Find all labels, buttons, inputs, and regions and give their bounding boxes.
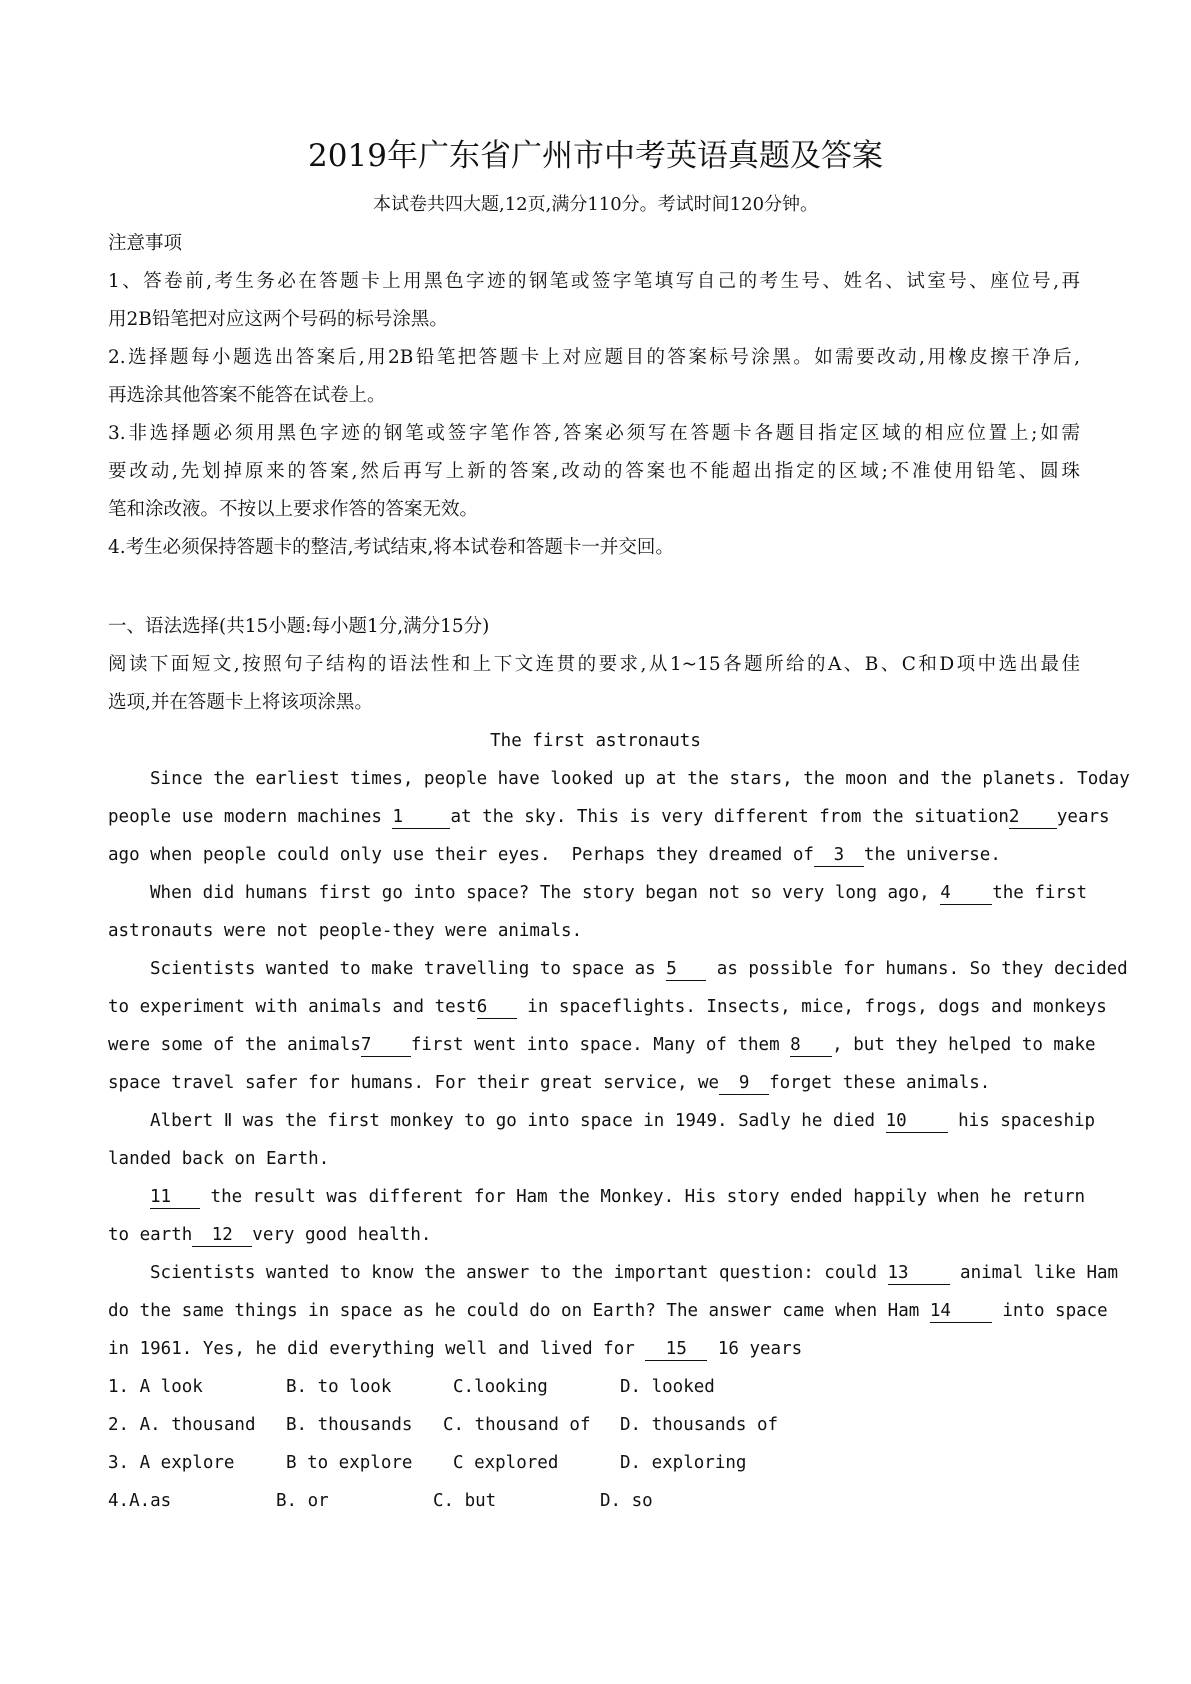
blank-6: 6 bbox=[477, 996, 517, 1019]
passage-text: ago when people could only use their eyes. Perhaps they dreamed of bbox=[108, 845, 814, 865]
notice-line: 笔和涂改液。不按以上要求作答的答案无效。 bbox=[108, 499, 479, 520]
notice-line: 4.考生必须保持答题卡的整洁,考试结束,将本试卷和答题卡一并交回。 bbox=[108, 537, 674, 558]
blank-1: 1 bbox=[392, 806, 450, 829]
passage-line: astronauts were not people-they were animals. bbox=[108, 921, 583, 941]
page-title: 2019年广东省广州市中考英语真题及答案 bbox=[308, 138, 883, 174]
passage-text: in spaceflights. Insects, mice, frogs, dogs and monkeys bbox=[516, 997, 1107, 1017]
notice-line: 用2B铅笔把对应这两个号码的标号涂黑。 bbox=[108, 309, 448, 330]
passage-line: landed back on Earth. bbox=[108, 1149, 330, 1169]
notice-line: 1、答卷前,考生务必在答题卡上用黑色字迹的钢笔或签字笔填写自己的考生号、姓名、试室号、座位号,再 bbox=[108, 271, 1080, 292]
passage-text: the result was different for Ham the Monkey. His story ended happily when he return bbox=[200, 1187, 1086, 1207]
passage-text: space travel safer for humans. For their great service, we bbox=[108, 1073, 720, 1093]
passage-text: Albert Ⅱ was the first monkey to go into space in 1949. Sadly he died bbox=[150, 1111, 886, 1131]
option-1d: D. looked bbox=[620, 1377, 715, 1397]
option-4d: D. so bbox=[600, 1491, 653, 1511]
passage-text: , but they helped to make bbox=[832, 1035, 1096, 1055]
section-instructions: 阅读下面短文,按照句子结构的语法性和上下文连贯的要求,从1~15各题所给的A、B、C和D项中选出最佳 bbox=[108, 654, 1080, 675]
passage-text: do the same things in space as he could do on Earth? The answer came when Ham bbox=[108, 1301, 930, 1321]
passage-text: years bbox=[1056, 807, 1110, 827]
notice-line: 再选涂其他答案不能答在试卷上。 bbox=[108, 385, 386, 406]
blank-5: 5 bbox=[666, 958, 706, 981]
passage-text: as possible for humans. So they decided bbox=[706, 959, 1128, 979]
notice-line: 要改动,先划掉原来的答案,然后再写上新的答案,改动的答案也不能超出指定的区域;不准使用铅笔、圆珠 bbox=[108, 461, 1080, 482]
blank-9: 9 bbox=[719, 1072, 769, 1095]
passage-text: at the sky. This is very different from the situation bbox=[450, 807, 1009, 827]
passage-line bbox=[108, 994, 1107, 1020]
passage-text: people use modern machines bbox=[108, 807, 393, 827]
blank-2: 2 bbox=[1009, 806, 1057, 829]
passage-text: into space bbox=[991, 1301, 1108, 1321]
notice-line: 3.非选择题必须用黑色字迹的钢笔或签字笔作答,答案必须写在答题卡各题目指定区域的相应位置上;如需 bbox=[108, 423, 1080, 444]
passage-line bbox=[108, 1032, 1096, 1058]
passage-line bbox=[150, 956, 1128, 982]
notice-line: 2.选择题每小题选出答案后,用2B铅笔把答题卡上对应题目的答案标号涂黑。如需要改动,用橡皮擦干净后, bbox=[108, 347, 1080, 368]
passage-text: very good health. bbox=[252, 1225, 432, 1245]
option-4b: B. or bbox=[276, 1491, 329, 1511]
option-3c: C explored bbox=[453, 1453, 559, 1473]
passage-text: forget these animals. bbox=[769, 1073, 991, 1093]
passage-line bbox=[150, 1108, 1096, 1134]
option-4a: 4.A.as bbox=[108, 1491, 172, 1511]
option-1a: 1. A look bbox=[108, 1377, 203, 1397]
passage-text: first went into space. Many of them bbox=[410, 1035, 791, 1055]
blank-12: 12 bbox=[192, 1224, 252, 1247]
passage-line: Since the earliest times, people have looked up at the stars, the moon and the planets. Today bbox=[150, 769, 1130, 789]
section-heading: 一、语法选择(共15小题:每小题1分,满分15分) bbox=[108, 616, 490, 637]
option-2c: C. thousand of bbox=[443, 1415, 591, 1435]
blank-15: 15 bbox=[645, 1338, 707, 1361]
blank-7: 7 bbox=[361, 1034, 411, 1057]
passage-line bbox=[108, 1298, 1108, 1324]
notice-heading: 注意事项 bbox=[108, 233, 183, 254]
passage-text: animal like Ham bbox=[949, 1263, 1119, 1283]
passage-line bbox=[150, 1260, 1119, 1286]
blank-11: 11 bbox=[150, 1186, 200, 1209]
section-instructions: 选项,并在答题卡上将该项涂黑。 bbox=[108, 692, 373, 713]
passage-text: in 1961. Yes, he did everything well and lived for bbox=[108, 1339, 646, 1359]
option-4c: C. but bbox=[433, 1491, 497, 1511]
passage-text: When did humans first go into space? The story began not so very long ago, bbox=[150, 883, 941, 903]
blank-14: 14 bbox=[930, 1300, 992, 1323]
blank-10: 10 bbox=[886, 1110, 948, 1133]
passage-text: 16 years bbox=[707, 1339, 803, 1359]
option-1c: C.looking bbox=[453, 1377, 548, 1397]
option-3d: D. exploring bbox=[620, 1453, 747, 1473]
blank-8: 8 bbox=[790, 1034, 832, 1057]
passage-text: the universe. bbox=[863, 845, 1001, 865]
passage-title: The first astronauts bbox=[490, 731, 701, 751]
option-2b: B. thousands bbox=[286, 1415, 413, 1435]
blank-3: 3 bbox=[814, 844, 864, 867]
passage-text: Scientists wanted to make travelling to space as bbox=[150, 959, 667, 979]
passage-line bbox=[108, 1222, 1080, 1248]
passage-line bbox=[108, 1070, 1080, 1096]
passage-line bbox=[108, 804, 1110, 830]
passage-line bbox=[108, 1336, 1080, 1362]
option-2d: D. thousands of bbox=[620, 1415, 779, 1435]
blank-13: 13 bbox=[888, 1262, 950, 1285]
passage-line bbox=[150, 880, 1088, 906]
passage-text: Scientists wanted to know the answer to the important question: could bbox=[150, 1263, 888, 1283]
exam-subtitle: 本试卷共四大题,12页,满分110分。考试时间120分钟。 bbox=[372, 194, 819, 215]
passage-text: to earth bbox=[108, 1225, 193, 1245]
blank-4: 4 bbox=[940, 882, 992, 905]
option-2a: 2. A. thousand bbox=[108, 1415, 256, 1435]
option-3a: 3. A explore bbox=[108, 1453, 235, 1473]
passage-text: the first bbox=[992, 883, 1088, 903]
passage-line bbox=[108, 842, 1080, 868]
option-1b: B. to look bbox=[286, 1377, 392, 1397]
passage-text: to experiment with animals and test bbox=[108, 997, 477, 1017]
passage-text: his spaceship bbox=[947, 1111, 1096, 1131]
passage-line bbox=[150, 1184, 1086, 1210]
passage-text: were some of the animals bbox=[108, 1035, 361, 1055]
option-3b: B to explore bbox=[286, 1453, 413, 1473]
